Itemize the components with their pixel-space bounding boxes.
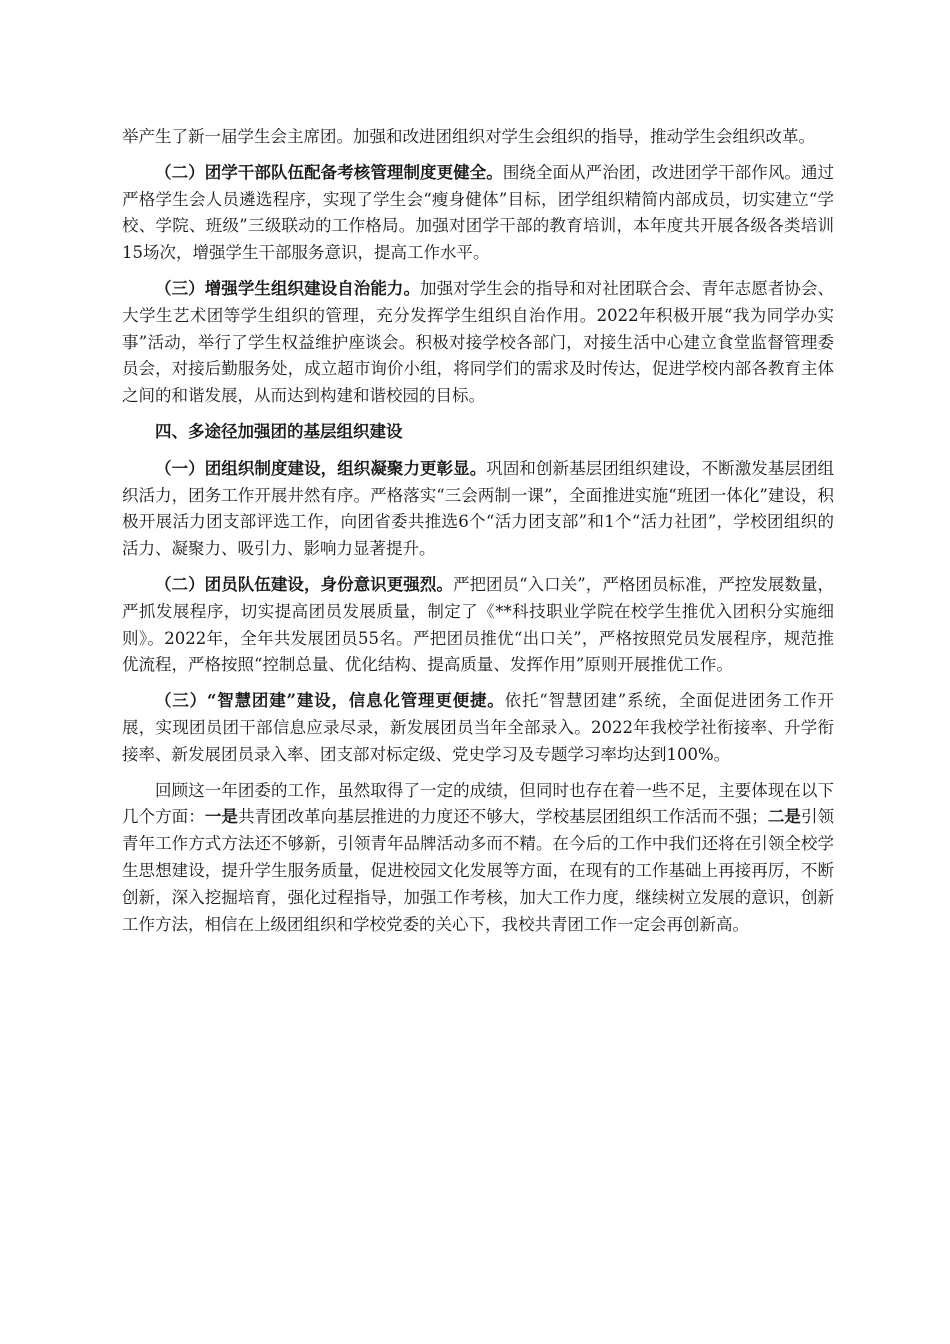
paragraph-lead: （二）团员队伍建设，身份意识更强烈。 xyxy=(155,574,453,594)
paragraph-text: 共青团改革向基层推进的力度还不够大，学校基层团组织工作活而不强； xyxy=(237,807,768,827)
paragraph-text: 围绕全面从严治团，改进团学干部作风。通过严格学生会人员遴选程序，实现了学生会“瘦身健体”目标，团学组织精简内部成员，切实建立“学校、学院、班级”三级联动的工作格局。加强对团学干部的教育培训，本年度共开展各级各类培训15场次，增强学生干部服务意识，提高工作水平。 xyxy=(122,162,834,263)
paragraph-text: 依托“智慧团建”系统，全面促进团务工作开展，实现团员团干部信息应录尽录，新发展团员当年全部录入。2022年我校学社衔接率、升学衔接率、新发展团员录入率、团支部对标定级、党史学习及专题学习率均达到100%。 xyxy=(122,691,835,764)
paragraph-cadre-management xyxy=(122,160,834,267)
document-body xyxy=(122,124,834,947)
paragraph-lead: （一）团组织制度建设，组织凝聚力更彰显。 xyxy=(155,458,487,478)
paragraph-lead: （三）增强学生组织建设自治能力。 xyxy=(155,278,420,298)
paragraph-text: 举产生了新一届学生会主席团。加强和改进团组织对学生会组织的指导，推动学生会组织改革。 xyxy=(122,127,815,146)
paragraph-text: 加强对学生会的指导和对社团联合会、青年志愿者协会、大学生艺术团等学生组织的管理，充分发挥学生组织自治作用。2022年积极开展“我为同学办实事”活动，举行了学生权益维护座谈会。积极对接学校各部门，对接生活中心建立食堂监督管理委员会，对接后勤服务处，成立超市询价小组，将同学们的需求及时传达，促进学校内部各教育主体之间的和谐发展，从而达到构建和谐校园的目标。 xyxy=(122,278,834,406)
point-marker: 二是 xyxy=(767,807,801,827)
paragraph-smart-league xyxy=(122,688,834,768)
paragraph-student-autonomy xyxy=(122,276,834,410)
paragraph-text: 巩固和创新基层团组织建设，不断激发基层团组织活力，团务工作开展井然有序。严格落实“三会两制一课”，全面推进实施“班团一体化”建设，积极开展活力团支部评选工作，向团省委共推选6个“活力团支部”和1个“活力社团”，学校团组织的活力、凝聚力、吸引力、影响力显著提升。 xyxy=(122,458,834,559)
paragraph-lead: （三）“智慧团建”建设，信息化管理更便捷。 xyxy=(155,691,505,711)
section-heading: 四、多途径加强团的基层组织建设 xyxy=(155,421,403,441)
summary-paragraph xyxy=(122,778,834,939)
paragraph-lead: （二）团学干部队伍配备考核管理制度更健全。 xyxy=(155,162,503,182)
paragraph-text: 严把团员“入口关”，严格团员标准，严控发展数量，严抓发展程序，切实提高团员发展质量，制定了《**科技职业学院在校学生推优入团积分实施细则》。2022年，全年共发展团员55名。严把团员推优“出口关”，严格按照党员发展程序，规范推优流程，严格按照“控制总量、优化结构、提高质量、发挥作用”原则开展推优工作。 xyxy=(122,574,835,675)
point-marker: 一是 xyxy=(204,807,238,827)
paragraph-text: 引领青年工作方式方法还不够新，引领青年品牌活动多而不精。在今后的工作中我们还将在引领全校学生思想建设，提升学生服务质量，促进校园文化发展等方面，在现有的工作基础上再接再厉，不断创新，深入挖掘培育，强化过程指导，加强工作考核，加大工作力度，继续树立发展的意识，创新工作方法，相信在上级团组织和学校党委的关心下，我校共青团工作一定会再创新高。 xyxy=(122,807,835,934)
continuation-paragraph xyxy=(122,124,834,151)
paragraph-org-system xyxy=(122,456,834,563)
paragraph-member-team xyxy=(122,572,834,679)
paragraph-text: 回顾这一年团委的工作，虽然取得了一定的成绩，但同时也存在着一些不足，主要体现在以下几个方面： xyxy=(122,780,834,827)
